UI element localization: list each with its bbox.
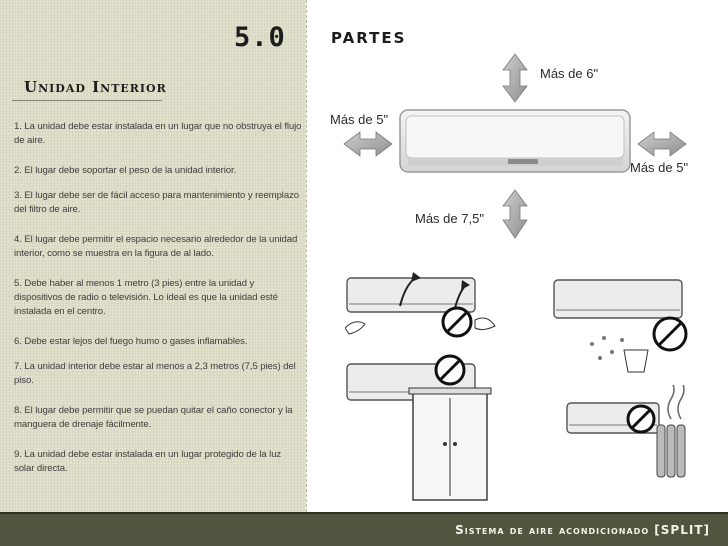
clearance-right-label: Más de 5" bbox=[630, 160, 689, 175]
list-item: 6. Debe estar lejos del fuego humo o gases inflamables. bbox=[14, 336, 248, 347]
list-item: 7. La unidad interior debe estar al menos a 2,3 metros (7,5 pies) del piso. bbox=[14, 361, 296, 386]
clearance-top-label: Más de 6" bbox=[540, 66, 599, 81]
arrow-up-icon bbox=[503, 54, 527, 102]
list-item: 1. La unidad debe estar instalada en un lugar que no obstruya el flujo de aire. bbox=[14, 121, 302, 146]
filter-removal-illustration bbox=[345, 268, 500, 348]
requirements-list bbox=[14, 120, 302, 492]
list-item: 3. El lugar debe ser de fácil acceso para mantenimiento y reemplazo del filtro de aire. bbox=[14, 190, 300, 215]
section-number: 5.0 bbox=[234, 22, 286, 53]
clearance-diagram bbox=[310, 40, 720, 250]
prohibited-icon bbox=[436, 356, 464, 384]
prohibited-icon bbox=[654, 318, 686, 350]
footer-bar bbox=[0, 514, 728, 546]
clearance-left-label: Más de 5" bbox=[330, 112, 389, 127]
prohibited-icon bbox=[443, 308, 471, 336]
subtitle-rule bbox=[12, 100, 162, 101]
list-item: 2. El lugar debe soportar el peso de la unidad interior. bbox=[14, 165, 237, 176]
indoor-unit-icon bbox=[400, 110, 630, 172]
list-item: 9. La unidad debe estar instalada en un lugar protegido de la luz solar directa. bbox=[14, 449, 282, 474]
arrow-left-icon bbox=[344, 132, 392, 156]
water-hazard-illustration bbox=[552, 268, 702, 378]
prohibited-icon bbox=[628, 406, 654, 432]
list-item: 8. El lugar debe permitir que se puedan quitar el caño conector y la manguera de drenaje fácilmente. bbox=[14, 405, 293, 430]
clearance-bottom-label: Más de 7,5" bbox=[415, 211, 484, 226]
cabinet-obstruction-illustration bbox=[345, 350, 505, 510]
arrow-down-icon bbox=[503, 190, 527, 238]
list-item: 4. El lugar debe permitir el espacio necesario alrededor de la unidad interior, como se muestra en la figura de al lado. bbox=[14, 234, 298, 259]
footer-text: Sistema de aire acondicionado [SPLIT] bbox=[455, 523, 710, 537]
arrow-right-icon bbox=[638, 132, 686, 156]
heater-hazard-illustration bbox=[565, 385, 700, 485]
panel-divider bbox=[306, 0, 308, 512]
section-title: partes bbox=[331, 24, 407, 49]
subtitle: Unidad Interior bbox=[24, 78, 167, 96]
list-item: 5. Debe haber al menos 1 metro (3 pies) entre la unidad y dispositivos de radio o televisión. Lo ideal es que la unidad esté instalada en el centro. bbox=[14, 278, 278, 317]
